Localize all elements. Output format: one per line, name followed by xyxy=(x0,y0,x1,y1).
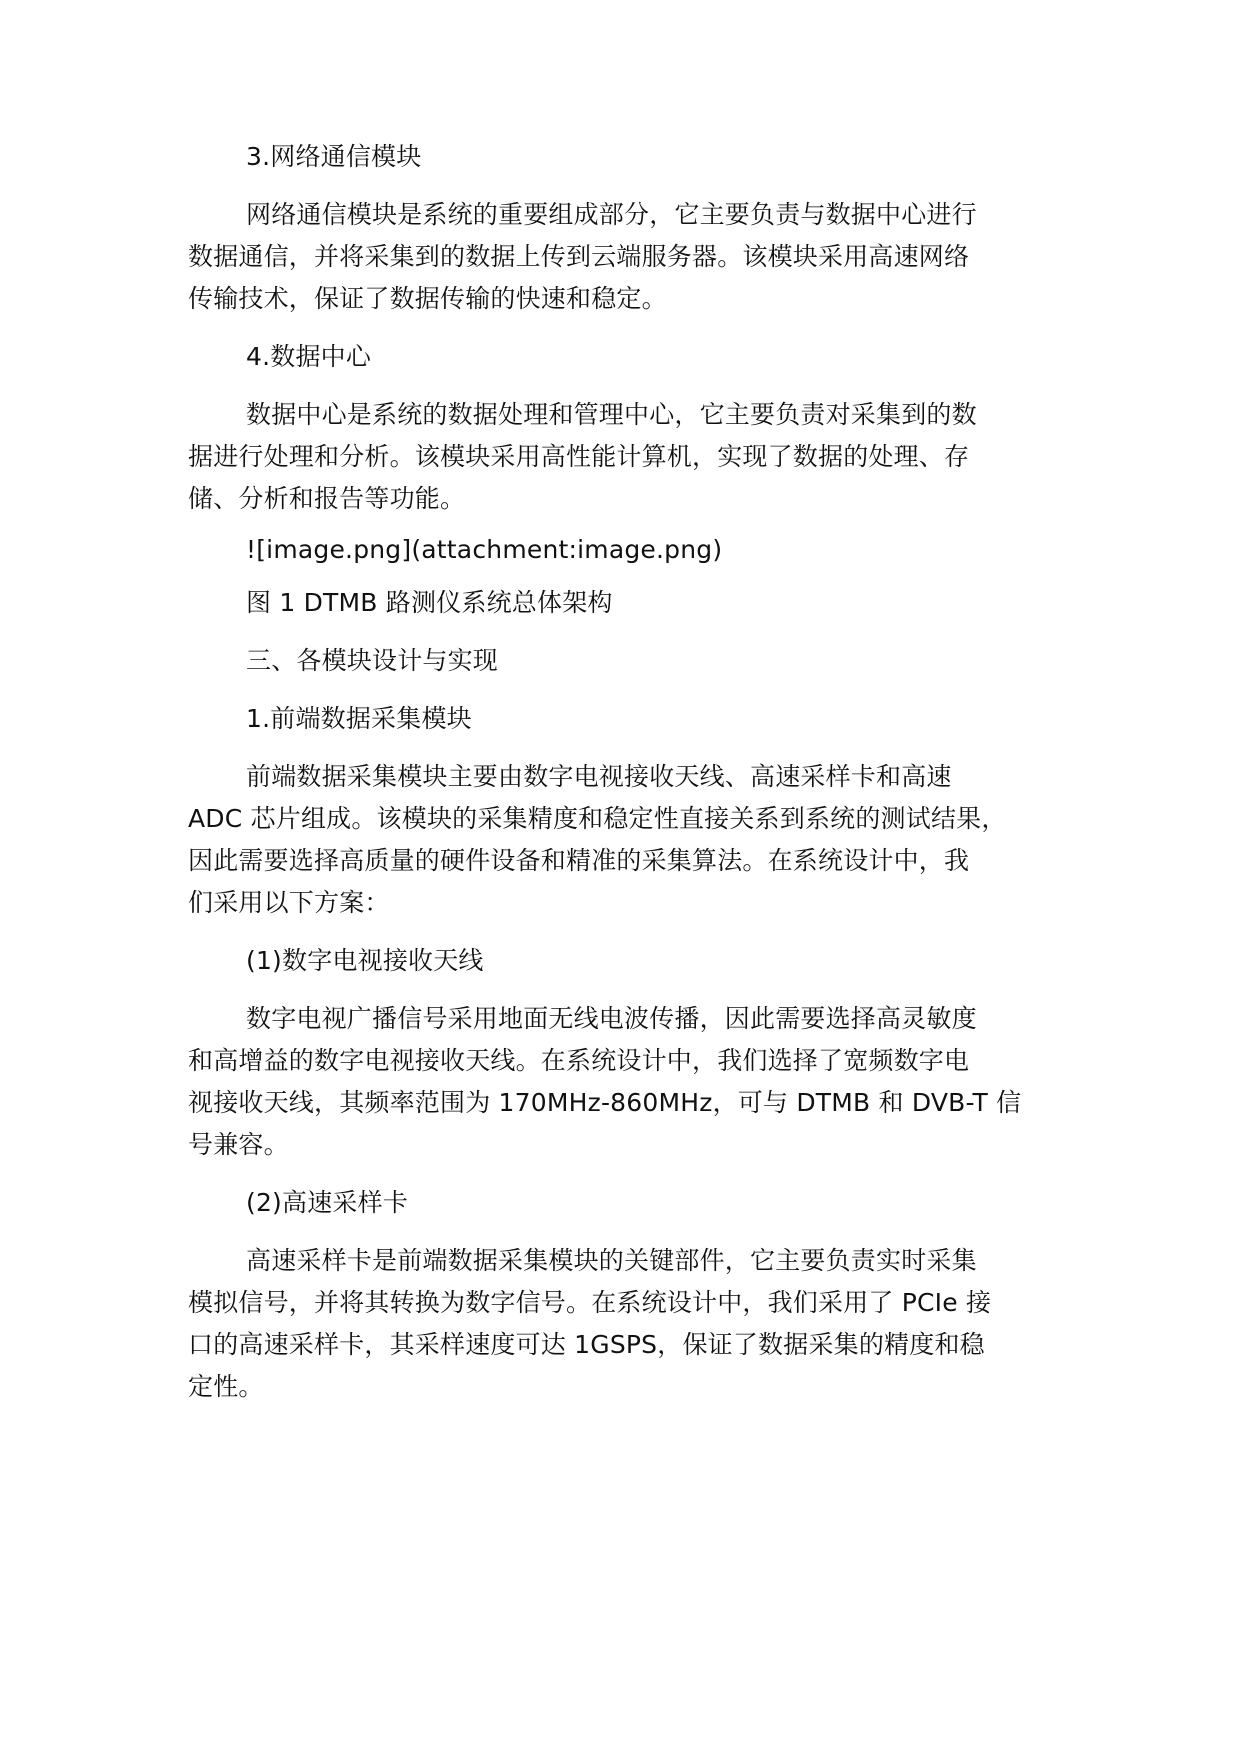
chapter-heading: 三、各模块设计与实现 xyxy=(246,646,499,675)
paragraph-line: 视接收天线，其频率范围为 170MHz-860MHz，可与 DTMB 和 DVB-T 信 xyxy=(188,1088,1022,1117)
image-placeholder-text: ![image.png](attachment:image.png) xyxy=(246,535,723,564)
paragraph-line: 高速采样卡是前端数据采集模块的关键部件，它主要负责实时采集 xyxy=(246,1246,977,1275)
paragraph-line: 数据中心是系统的数据处理和管理中心，它主要负责对采集到的数 xyxy=(246,400,977,429)
paragraph-line: 和高增益的数字电视接收天线。在系统设计中，我们选择了宽频数字电 xyxy=(188,1046,970,1075)
section-heading-frontend-module: 1.前端数据采集模块 xyxy=(246,704,472,733)
paragraph-line: 定性。 xyxy=(188,1372,264,1401)
section-heading-network-module: 3.网络通信模块 xyxy=(246,142,422,171)
section-heading-data-center: 4.数据中心 xyxy=(246,342,372,371)
paragraph-line: 据进行处理和分析。该模块采用高性能计算机，实现了数据的处理、存 xyxy=(188,442,970,471)
paragraph-line: 储、分析和报告等功能。 xyxy=(188,484,466,513)
paragraph-line: 前端数据采集模块主要由数字电视接收天线、高速采样卡和高速 xyxy=(246,762,952,791)
paragraph-line: ADC 芯片组成。该模块的采集精度和稳定性直接关系到系统的测试结果， xyxy=(188,804,1007,833)
paragraph-line: 传输技术，保证了数据传输的快速和稳定。 xyxy=(188,284,667,313)
paragraph-line: 数据通信，并将采集到的数据上传到云端服务器。该模块采用高速网络 xyxy=(188,242,970,271)
paragraph-line: 号兼容。 xyxy=(188,1130,289,1159)
paragraph-line: 网络通信模块是系统的重要组成部分，它主要负责与数据中心进行 xyxy=(246,200,977,229)
paragraph-line: 数字电视广播信号采用地面无线电波传播，因此需要选择高灵敏度 xyxy=(246,1004,977,1033)
paragraph-line: 口的高速采样卡，其采样速度可达 1GSPS，保证了数据采集的精度和稳 xyxy=(188,1330,985,1359)
paragraph-line: 因此需要选择高质量的硬件设备和精准的采集算法。在系统设计中，我 xyxy=(188,846,970,875)
subsection-heading-sampling-card: (2)高速采样卡 xyxy=(246,1188,409,1217)
figure-caption: 图 1 DTMB 路测仪系统总体架构 xyxy=(246,588,613,617)
paragraph-line: 们采用以下方案： xyxy=(188,888,390,917)
subsection-heading-antenna: (1)数字电视接收天线 xyxy=(246,946,484,975)
paragraph-line: 模拟信号，并将其转换为数字信号。在系统设计中，我们采用了 PCIe 接 xyxy=(188,1288,992,1317)
